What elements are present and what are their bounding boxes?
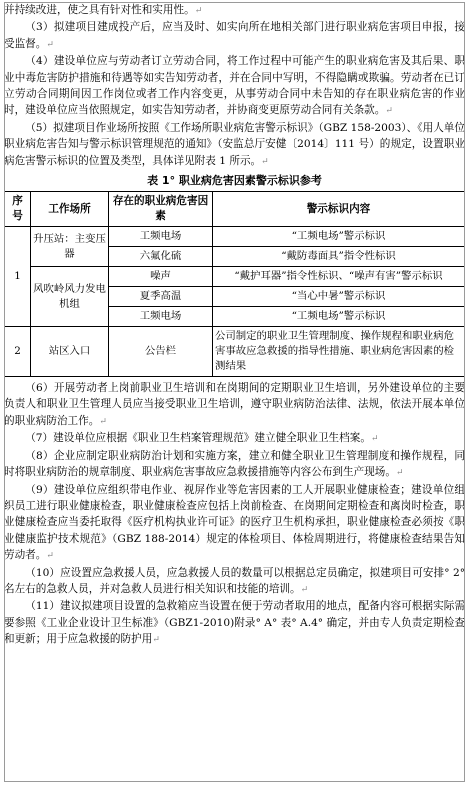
paragraph — [4, 53, 465, 120]
paragraph-mark: ↵ — [300, 584, 309, 595]
paragraph — [4, 565, 465, 599]
paragraph-mark: ↵ — [370, 434, 379, 445]
table-row — [5, 267, 465, 287]
sign-content-cell: “工频电场”警示标识 — [213, 307, 465, 327]
header-sign-content: 警示标识内容 — [213, 192, 465, 227]
paragraph — [4, 2, 465, 19]
table-body — [5, 227, 465, 377]
paragraph-text: （8）企业应制定职业病防治计划和实施方案，建立和健全职业卫生管理制度和操作规程，同时将职业病防治的规章制度、职业病危害事故应急救援措施等内容公布到生产现场。 — [4, 449, 465, 479]
paragraph-mark: ↵ — [46, 39, 54, 50]
table-row — [5, 327, 465, 377]
paragraph — [4, 598, 465, 648]
paragraph-text: （11）建议拟建项目设置的急救箱应当设置在便于劳动者取用的地点，配备内容可根据实际需要参照《工业企业设计卫生标准》（GBZ1-2010)附录° A° 表° A.4° 确定，并由专人负责定期检查和更新；用于应急救援的防护用 — [4, 600, 465, 646]
hazard-sign-table — [4, 191, 465, 377]
paragraph-mark: ↵ — [152, 635, 160, 646]
paragraph — [4, 120, 465, 170]
sign-content-cell: 公司制定的职业卫生管理制度、操作规程和职业病危害事故应急救援的指导性措施、职业病危害因素的检测结果 — [213, 327, 465, 377]
paragraph-mark: ↵ — [46, 551, 54, 562]
paragraph-mark: ↵ — [99, 416, 107, 427]
paragraph-text: （6）开展劳动者上岗前职业卫生培训和在岗期间的定期职业卫生培训，另外建设单位的主要负责人和职业卫生管理人员应当接受职业卫生培训，遵守职业病防治法律、法规，依法开展本单位的职业病防治工作。 — [4, 382, 465, 427]
row-number: 1 — [5, 227, 31, 327]
table-row — [5, 227, 465, 247]
hazard-factor-cell: 公告栏 — [109, 327, 213, 377]
paragraph-text: （5）拟建项目作业场所按照《工作场所职业病危害警示标识》（GBZ 158-2003）、《用人单位职业病危害告知与警示标识管理规范的通知》（安监总厅安健〔2014〕111 号）的规定，设置职业病危害警示标识的位置及类型，具体详见附表 1 所示。 — [4, 121, 465, 167]
paragraph-text: （10）应设置应急救援人员，应急救援人员的数量可以根据总定员确定，拟建项目可安排° 2° 名左右的急救人员，并对急救人员进行相关知识和技能的培训。 — [4, 566, 465, 595]
hazard-factor-cell: 工频电场 — [109, 307, 213, 327]
paragraphs-bottom — [4, 380, 465, 649]
hazard-factor-cell: 工频电场 — [109, 227, 213, 247]
table-caption: 表 1° 职业病危害因素警示标识参考 — [147, 174, 322, 188]
workplace-cell: 站区入口 — [31, 327, 109, 377]
header-workplace: 工作场所 — [31, 192, 109, 227]
paragraph — [4, 482, 465, 565]
paragraphs-top — [4, 2, 465, 170]
hazard-factor-cell: 六氟化硫 — [109, 247, 213, 267]
document-page — [4, 2, 465, 782]
paragraph — [4, 448, 465, 482]
header-hazard-factor: 存在的职业病危害因素 — [109, 192, 213, 227]
paragraph — [4, 19, 465, 53]
paragraph-mark: ↵ — [385, 106, 393, 117]
paragraph-mark: ↵ — [395, 468, 404, 479]
paragraph-text: （3）拟建项目建成投产后，应当及时、如实向所在地相关部门进行职业病危害项目申报，接受监督。 — [4, 21, 465, 50]
paragraph-text: （4）建设单位应与劳动者订立劳动合同，将工作过程中可能产生的职业病危害及其后果、职业中毒危害防护措施和待遇等如实告知劳动者，并在合同中写明，不得隐瞒或欺骗。劳动者在已订立劳动合同期间因工作岗位或者工作内容变更，从事劳动合同中未告知的存在职业病危害的作业时，建设单位应当依照规定，如实告知劳动者，并协商变更原劳动合同有关条款。 — [4, 55, 465, 117]
sign-content-cell: “工频电场”警示标识 — [213, 227, 465, 247]
sign-content-cell: “戴护耳器”指令性标识、“噪声有害”警示标识 — [213, 267, 465, 287]
sign-content-cell: “戴防毒面具”指令性标识 — [213, 247, 465, 267]
row-number: 2 — [5, 327, 31, 377]
paragraph — [4, 430, 465, 447]
paragraph-text: （7）建设单位应根据《职业卫生档案管理规范》建立健全职业卫生档案。 — [25, 432, 371, 445]
workplace-cell: 风吹岭风力发电机组 — [31, 267, 109, 327]
workplace-cell: 升压站：主变压器 — [31, 227, 109, 267]
hazard-factor-cell: 夏季高温 — [109, 287, 213, 307]
hazard-factor-cell: 噪声 — [109, 267, 213, 287]
paragraph-mark: ↵ — [194, 6, 203, 16]
paragraph-text: 并持续改进，使之具有针对性和实用性。 — [4, 4, 195, 16]
table-header-row — [5, 192, 465, 227]
paragraph-mark: ↵ — [261, 156, 269, 167]
header-no: 序号 — [5, 192, 31, 227]
paragraph-text: （9）建设单位应组织带电作业、视屏作业等危害因素的工人开展职业健康检查；建设单位组织员工进行职业健康检查，职业健康检查应包括上岗前检查、在岗期间定期检查和离岗时检查，职业健康检查应当委托取得《医疗机构执业许可证》的医疗卫生机构承担，职业健康检查必须按《职业健康监护技术规范》（GBZ 188-2014）规定的体检项目、体检周期进行，将健康检查结果告知劳动者。 — [4, 483, 465, 562]
paragraph — [4, 380, 465, 430]
sign-content-cell: “当心中暑”警示标识 — [213, 287, 465, 307]
